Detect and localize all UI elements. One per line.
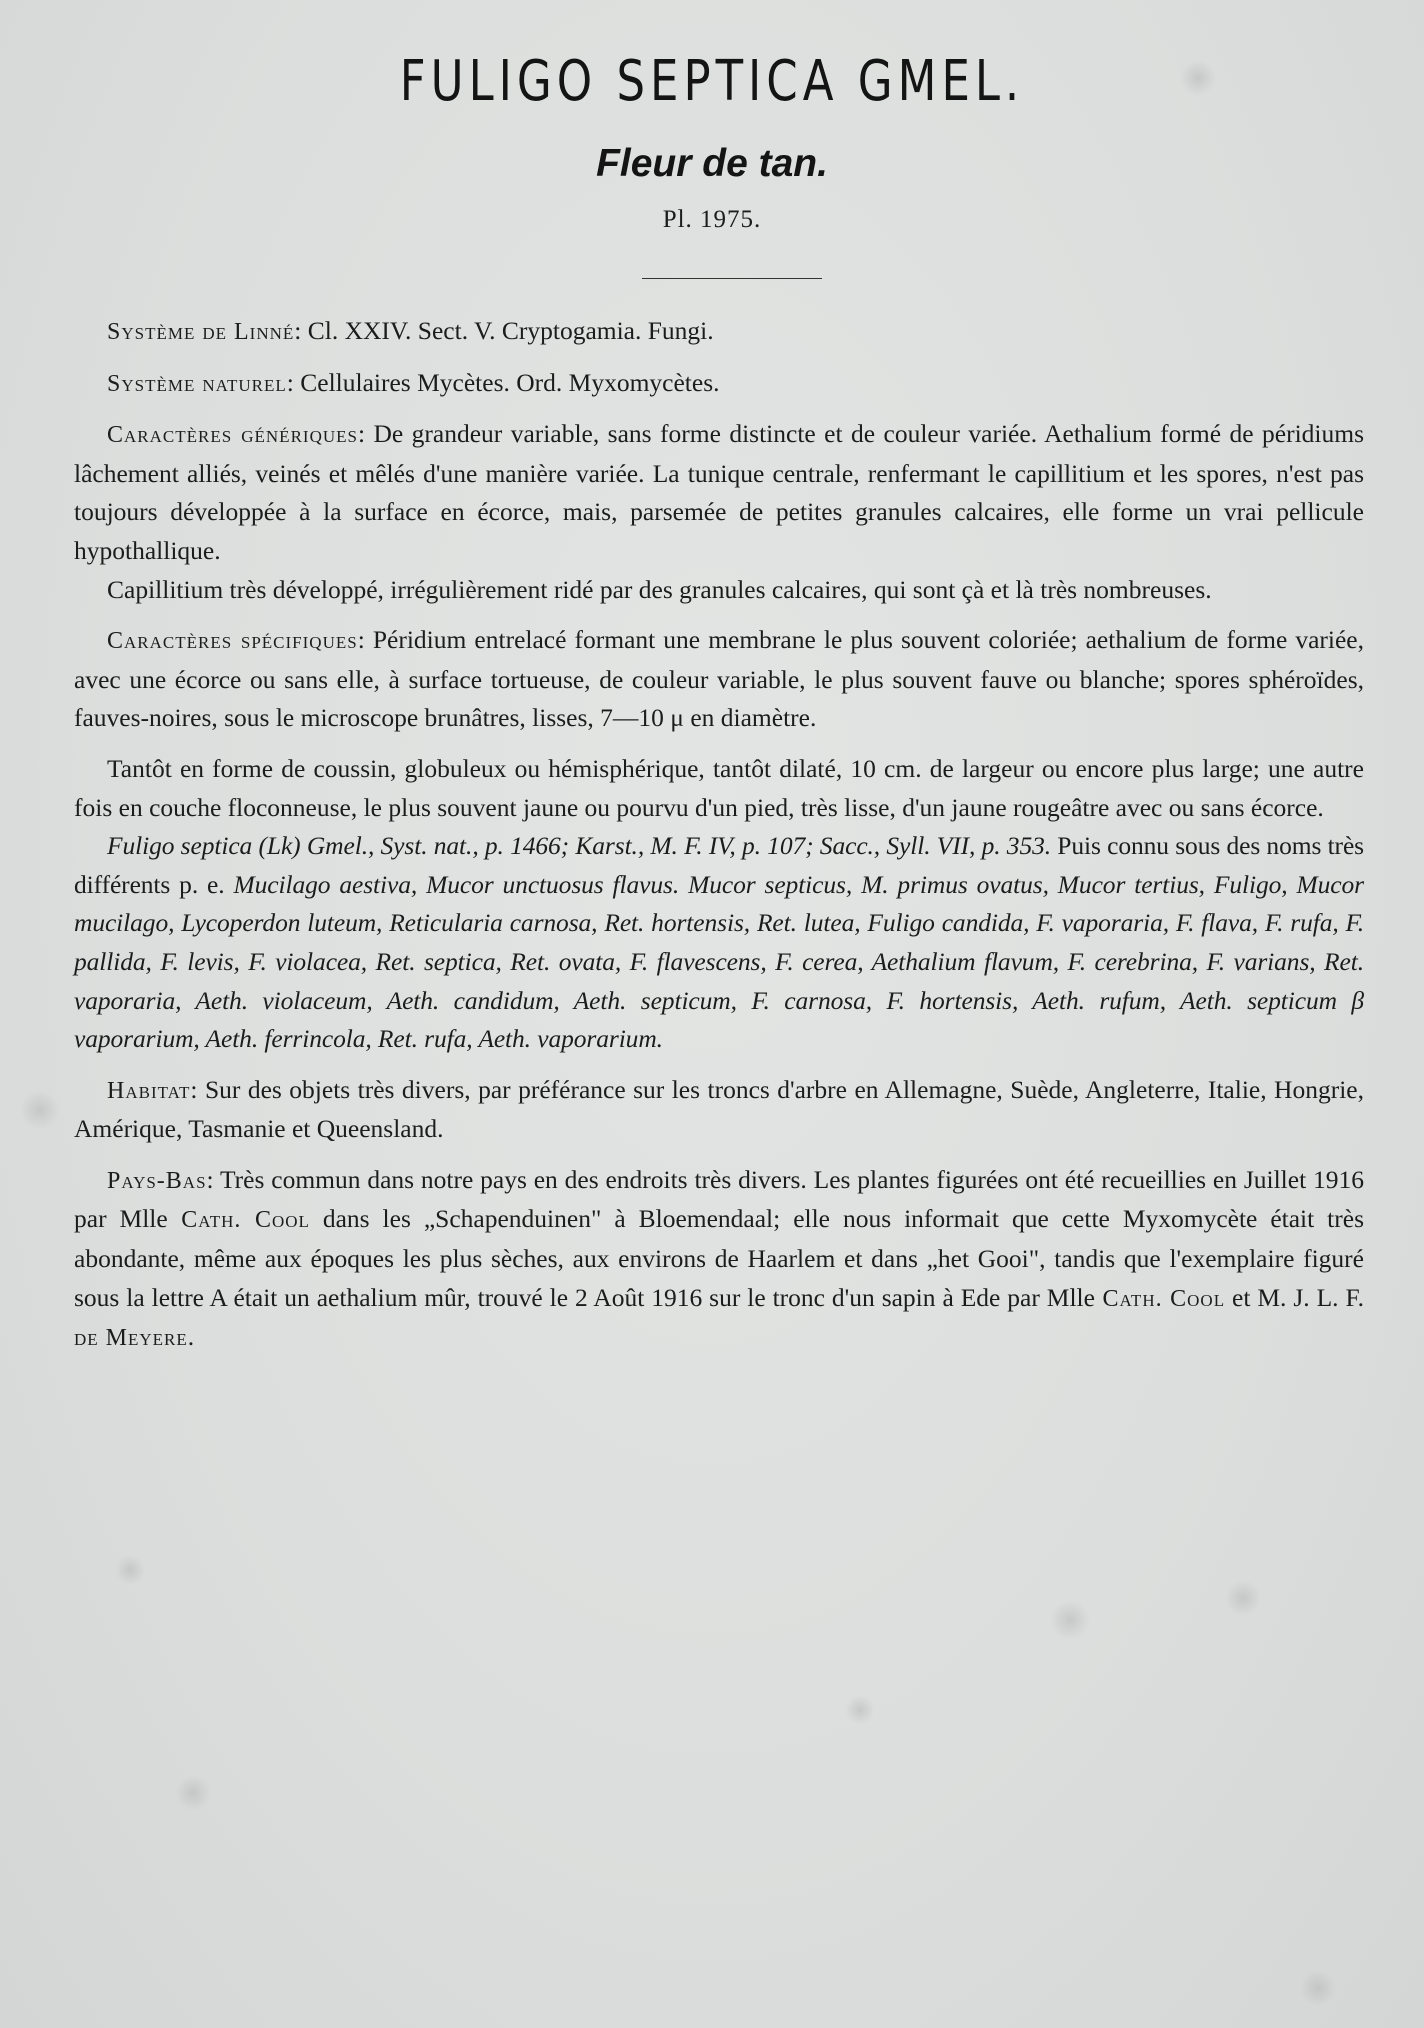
- collector-name: de Meyere: [74, 1325, 188, 1352]
- synonym-list: Mucilago aestiva, Mucor unctuosus flavus. Mucor septicus, M. primus ovatus, Mucor tertius, Fuligo, Mucor mucilago, Lycoperdon luteum, Reticularia carnosa, Ret. hortensis, Ret. lutea, Fuligo candida, F. vaporaria, F. flava, F. rufa, F. pallida, F. levis, F. violacea, Ret. septica, Ret. ovata, F. flavescens, F. cerea, Aethalium flavum, F. cerebrina, F. varians, Ret. vaporaria, Aeth. violaceum, Aeth. candidum, Aeth. septicum, F. carnosa, F. hortensis, Aeth. rufum, Aeth. septicum β vaporarium, Aeth. ferrincola, Ret. rufa, Aeth. vaporarium.: [74, 869, 1364, 1054]
- paper-spot: [175, 1775, 211, 1811]
- paper-spot: [115, 1555, 145, 1585]
- paper-spot: [845, 1695, 875, 1725]
- paper-spot: [20, 1090, 60, 1130]
- section-label: Pays-Bas: [107, 1167, 207, 1194]
- paper-spot: [1225, 1580, 1261, 1616]
- paragraph-linne: Système de Linné: Cl. XXIV. Sect. V. Cryptogamia. Fungi.: [107, 316, 714, 345]
- paragraph-naturel: Système naturel: Cellulaires Mycètes. Ord. Myxomycètes.: [107, 367, 720, 397]
- citation: Fuligo septica (Lk) Gmel., Syst. nat., p. 1466; Karst., M. F. IV, p. 107; Sacc., Syll. VII, p. 353.: [107, 831, 1052, 861]
- common-name: Fleur de tan.: [596, 142, 828, 185]
- section-label: Système naturel: [107, 370, 287, 397]
- paragraph-specifiques: Caractères spécifiques: Péridium entrelacé formant une membrane le plus souvent coloriée; aethalium de forme variée, avec une écorce ou sans elle, à surface tortueuse, de couleur variable, le plus souvent fauve ou blanche; spores sphéroïdes, fauves-noires, sous le microscope brunâtres, lisses, 7—10 μ en diamètre.: [74, 625, 1364, 733]
- section-label: Habitat: [107, 1077, 191, 1104]
- paper-spot: [1300, 1970, 1336, 2006]
- page-title: FULIGO SEPTICA GMEL.: [399, 48, 1025, 114]
- collector-name: Cath. Cool: [167, 1207, 310, 1234]
- collector-name: Cath. Cool: [1094, 1285, 1226, 1312]
- title-divider: [642, 278, 822, 279]
- paragraph-tantot: Tantôt en forme de coussin, globuleux ou hémisphérique, tantôt dilaté, 10 cm. de largeur ou encore plus large; une autre fois en couche floconneuse, le plus souvent jaune ou pourvu d'un pied, très lisse, d'un jaune rougeâtre avec ou sans écorce.: [74, 753, 1364, 822]
- paragraph-synonymy: Fuligo septica (Lk) Gmel., Syst. nat., p. 1466; Karst., M. F. IV, p. 107; Sacc., Syll. VII, p. 353. Puis connu sous des noms très différents p. e. Mucilago aestiva, Mucor unctuosus flavus. Mucor septicus, M. primus ovatus, Mucor tertius, Fuligo, Mucor mucilago, Lycoperdon luteum, Reticularia carnosa, Ret. hortensis, Ret. lutea, Fuligo candida, F. vaporaria, F. flava, F. rufa, F. pallida, F. levis, F. violacea, Ret. septica, Ret. ovata, F. flavescens, F. cerea, Aethalium flavum, F. cerebrina, F. varians, Ret. vaporaria, Aeth. violaceum, Aeth. candidum, Aeth. septicum, F. carnosa, F. hortensis, Aeth. rufum, Aeth. septicum β vaporarium, Aeth. ferrincola, Ret. rufa, Aeth. vaporarium.: [74, 831, 1364, 1054]
- plate-number: Pl. 1975.: [662, 206, 762, 233]
- paragraph-capillitium: Capillitium très développé, irrégulièrement ridé par des granules calcaires, qui sont çà et là très nombreuses.: [107, 574, 1212, 604]
- paragraph-paysbas: Pays-Bas: Très commun dans notre pays en des endroits très divers. Les plantes figurées ont été recueillies en Juillet 1916 par Mlle Cath. Cool dans les „Schapenduinen" à Bloemendaal; elle nous informait que cette Myxomycète était très abondante, même aux époques les plus sèches, aux environs de Haarlem et dans „het Gooi", tandis que l'exemplaire figuré sous la lettre A était un aethalium mûr, trouvé le 2 Août 1916 sur le tronc d'un sapin à Ede par Mlle Cath. Cool et M. J. L. F. de Meyere.: [74, 1164, 1365, 1352]
- section-label: Caractères spécifiques: [107, 628, 358, 655]
- paragraph-habitat: Habitat: Sur des objets très divers, par préférance sur les troncs d'arbre en Allemagne, Suède, Angleterre, Italie, Hongrie, Amérique, Tasmanie et Queensland.: [74, 1074, 1364, 1144]
- section-label: Caractères génériques: [107, 422, 358, 449]
- paper-spot: [1050, 1600, 1090, 1640]
- section-label: Système de Linné: [107, 319, 295, 345]
- body-text: [74, 312, 1364, 1358]
- paragraph-generiques: Caractères génériques: De grandeur variable, sans forme distincte et de couleur variée. Aethalium formé de péridiums lâchement alliés, veinés et mêlés d'une manière variée. La tunique centrale, renfermant le capillitium et les spores, n'est pas toujours développée à la surface en écorce, mais, parsemée de petites granules calcaires, elle forme un vrai pellicule hypothallique.: [74, 419, 1364, 565]
